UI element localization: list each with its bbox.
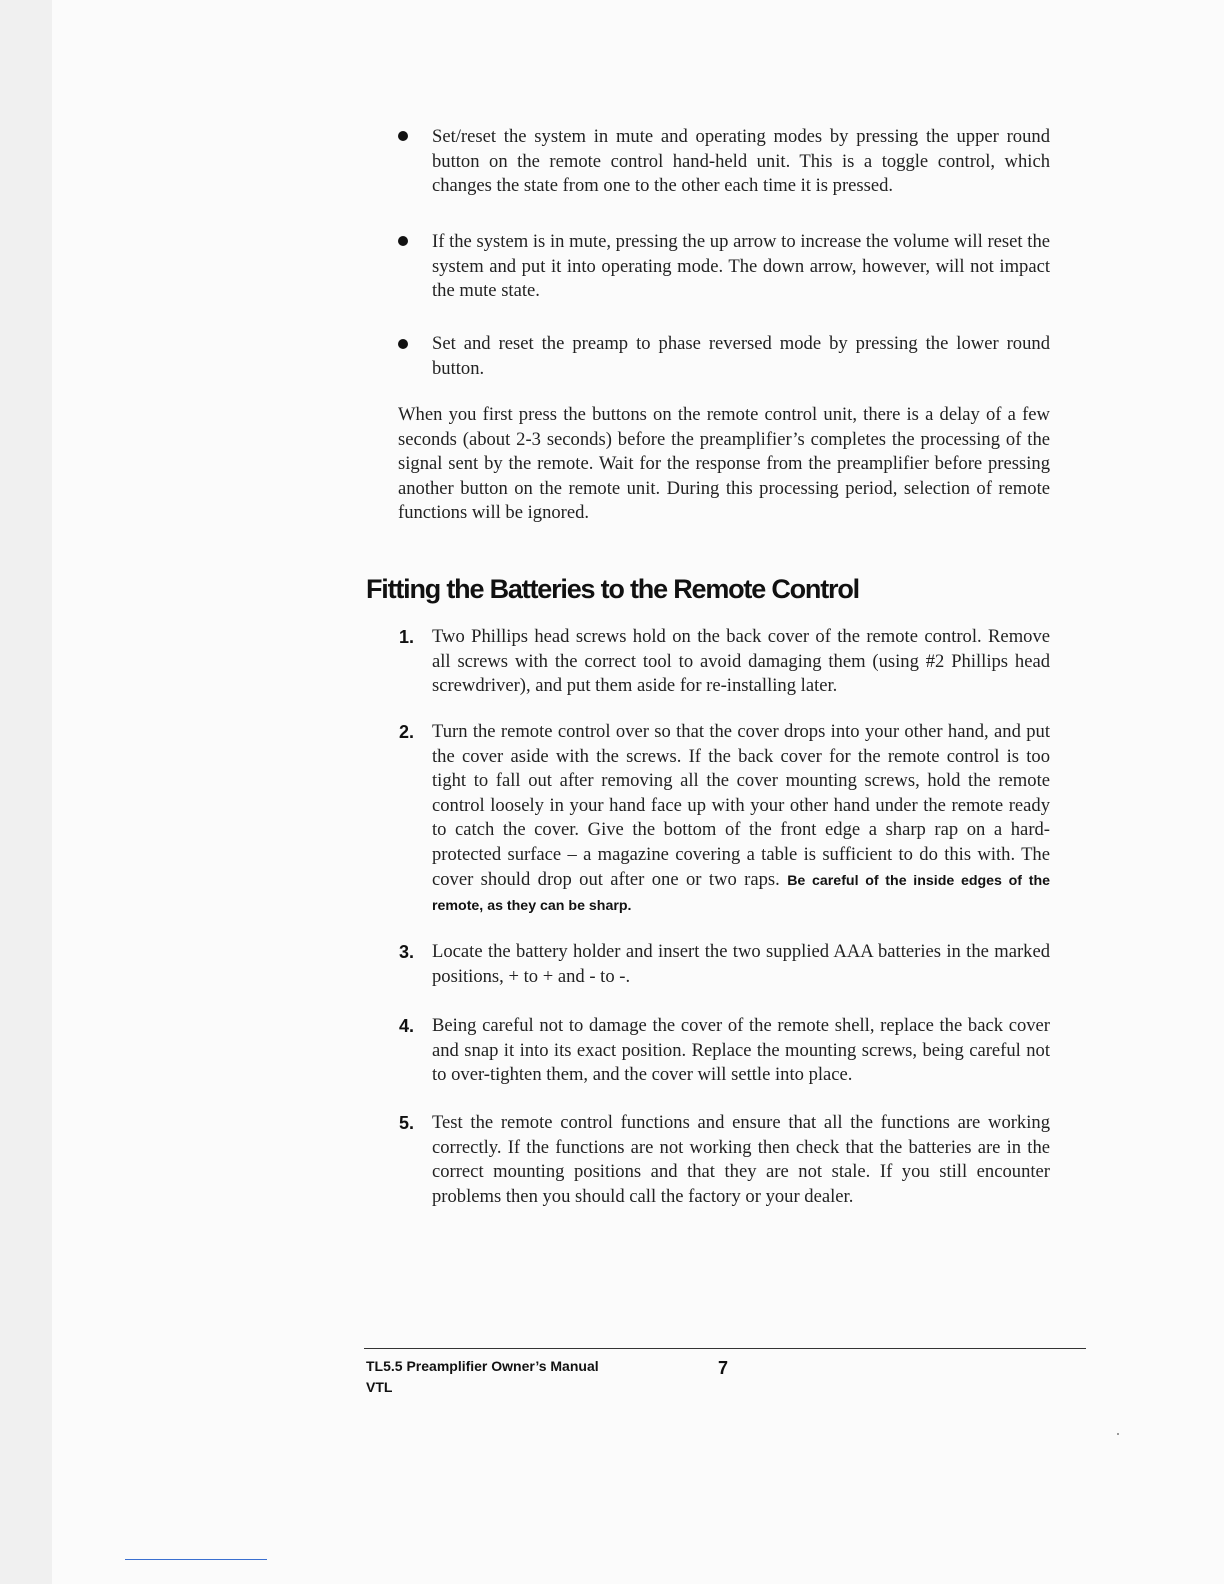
step-text: Test the remote control functions and ensure that all the functions are working correctly. If the functions are not working then check that the batteries are in the correct mounting positions and that they are not stale. If you still encounter problems then you should call the factory or your dealer.: [432, 1112, 1050, 1207]
page-number: 7: [718, 1358, 729, 1378]
step-number: 5.: [399, 1113, 415, 1133]
bullet-item-mute-toggle: Set/reset the system in mute and operating modes by pressing the upper round button on the remote control hand-held unit. This is a toggle control, which changes the state from one to the other each time it is pressed.: [432, 126, 1050, 197]
sharp-edges-warning: Be careful of the inside edges of the remote, as they can be sharp.: [432, 872, 1050, 915]
bullet-dot: [398, 131, 408, 141]
footer-manual-title: TL5.5 Preamplifier Owner’s Manual: [366, 1358, 599, 1374]
step-text-with-warning: [432, 720, 1050, 919]
bullet-item-phase-reverse: Set and reset the preamp to phase reversed mode by pressing the lower round button.: [432, 333, 1050, 379]
bullet-dot: [398, 236, 408, 246]
step-text: Being careful not to damage the cover of the remote shell, replace the back cover and snap it into its exact position. Replace the mounting screws, being careful not to over-tighten them, and the cover will settle into place.: [432, 1015, 1050, 1086]
footer-brand: VTL: [366, 1379, 393, 1395]
step-text: Turn the remote control over so that the cover drops into your other hand, and put the cover aside with the screws. If the back cover for the remote control is too tight to fall out after removing all the cover mounting screws, hold the remote control loosely in your hand face up with your other hand under the remote ready to catch the cover. Give the bottom of the front edge a sharp rap on a hard-protected surface – a magazine covering a table is sufficient to do this with. The cover should drop out after one or two raps.: [432, 721, 1050, 890]
step-number: 1.: [399, 627, 415, 647]
link-underline: [125, 1559, 267, 1560]
scan-speck: [1117, 1433, 1119, 1435]
step-number: 3.: [399, 942, 415, 962]
step-text: Locate the battery holder and insert the two supplied AAA batteries in the marked positions, + to + and - to -.: [432, 941, 1050, 987]
step-number: 2.: [399, 722, 415, 742]
delay-paragraph: When you first press the buttons on the remote control unit, there is a delay of a few seconds (about 2-3 seconds) before the preamplifier’s completes the processing of the signal sent by the remote. Wait for the response from the preamplifier before pressing another button on the remote unit. During this processing period, selection of remote functions will be ignored.: [398, 404, 1050, 524]
step-text: Two Phillips head screws hold on the back cover of the remote control. Remove all screws with the correct tool to avoid damaging them (using #2 Phillips head screwdriver), and put them aside for re-installing later.: [432, 626, 1050, 697]
footer-divider: [364, 1348, 1086, 1349]
bullet-dot: [398, 339, 408, 349]
section-heading: Fitting the Batteries to the Remote Control: [366, 574, 859, 604]
step-number: 4.: [399, 1016, 415, 1036]
bullet-item-up-arrow: If the system is in mute, pressing the up arrow to increase the volume will reset the system and put it into operating mode. The down arrow, however, will not impact the mute state.: [432, 231, 1050, 302]
